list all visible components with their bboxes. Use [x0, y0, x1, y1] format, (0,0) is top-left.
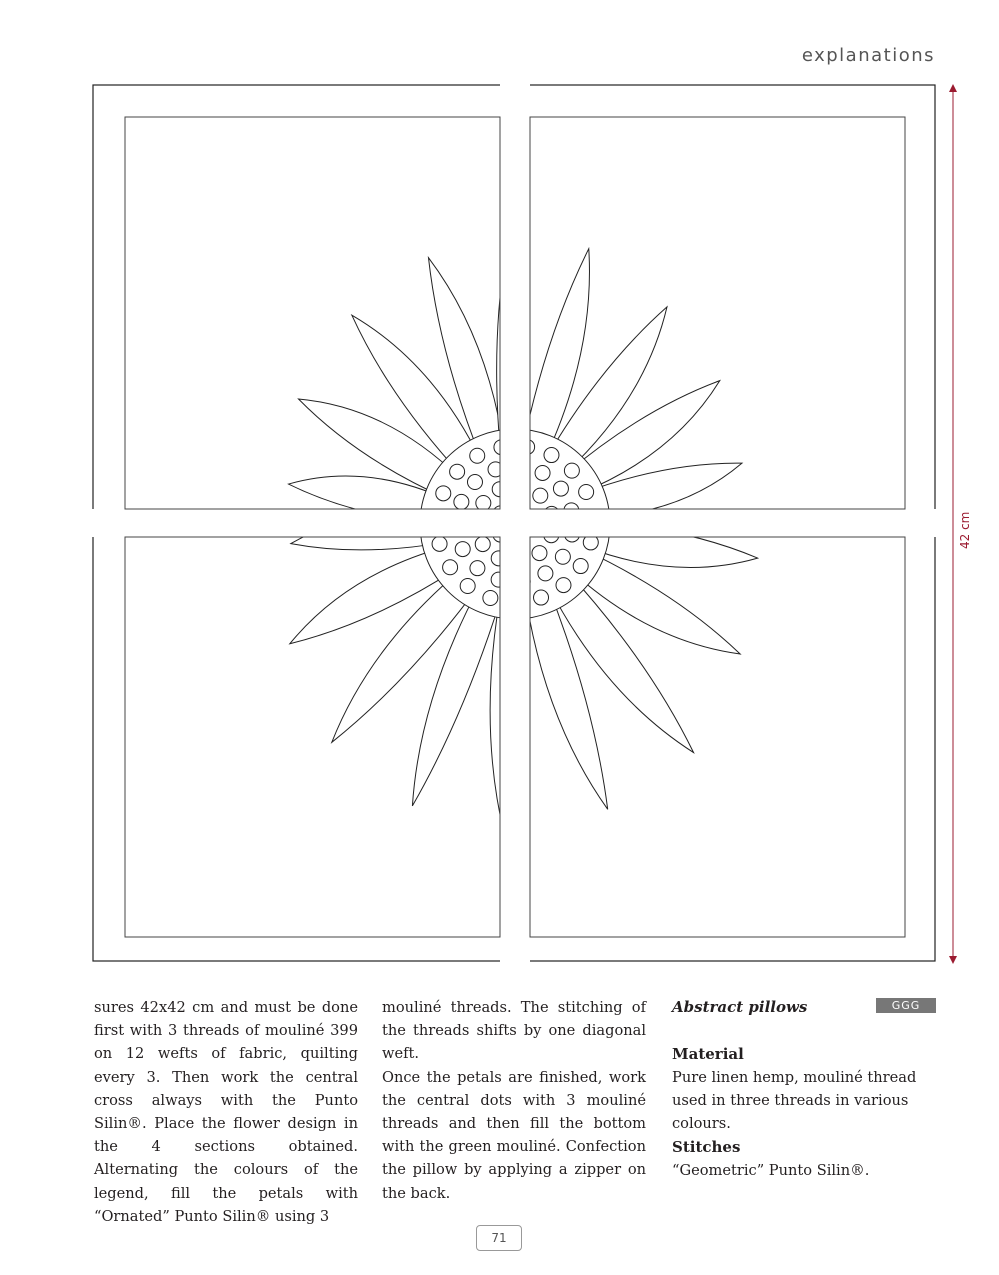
center-dot [483, 591, 498, 606]
stitches-heading: Stitches [672, 1137, 741, 1156]
center-dot [556, 578, 571, 593]
center-dot [443, 560, 458, 575]
center-dot [432, 536, 447, 551]
section-gutter [92, 509, 937, 537]
center-dot [534, 590, 549, 605]
center-dot [533, 488, 548, 503]
section-header: explanations [801, 45, 935, 66]
center-dot [579, 484, 594, 499]
material-heading: Material [672, 1045, 744, 1063]
body-paragraph: Once the petals are finished, work the central dots with 3 mouliné threads and then fill the bottom with the green mouliné. Confection the pillow by applying a zipper on the back. [382, 1068, 646, 1202]
center-dot [535, 465, 550, 480]
difficulty-badge: GGG [876, 998, 936, 1013]
center-dot [470, 448, 485, 463]
center-dot [544, 448, 559, 463]
center-dot [538, 566, 553, 581]
project-title: Abstract pillows [672, 998, 808, 1016]
page-number: 71 [476, 1225, 522, 1251]
center-dot [436, 486, 451, 501]
center-dot [460, 579, 475, 594]
center-dot [532, 546, 547, 561]
center-dot [564, 463, 579, 478]
center-dot [450, 464, 465, 479]
center-dot [455, 542, 470, 557]
text-column-1 [94, 996, 358, 1228]
center-dot [573, 559, 588, 574]
center-dot [470, 561, 485, 576]
center-dot [553, 481, 568, 496]
stitches-text: “Geometric” Punto Silin®. [672, 1161, 870, 1179]
embroidery-pattern-figure [92, 84, 937, 964]
material-text: Pure linen hemp, mouliné thread used in three threads in various colours. [672, 1069, 917, 1133]
center-dot [476, 495, 491, 510]
body-paragraph: sures 42x42 cm and must be done first with 3 threads of mouliné 399 on 12 wefts of fabric, quilting every 3. Then work the central cross always with the Punto Silin®. Place the flower design in the 4 sections obtained. Alternating the colours of the legend, fill the petals with “Ornated” Punto Silin® using 3 [94, 999, 358, 1225]
sidebar-title-row [672, 996, 936, 1021]
center-dot [555, 549, 570, 564]
center-dot [454, 494, 469, 509]
flower-pattern-drawing [92, 84, 937, 964]
center-dot [475, 537, 490, 552]
text-column-2 [382, 996, 646, 1205]
dimension-label: 42 cm [958, 511, 972, 549]
center-dot [467, 475, 482, 490]
body-paragraph: mouliné threads. The stitching of the threads shifts by one diagonal weft. [382, 999, 646, 1063]
sidebar [672, 996, 936, 1182]
